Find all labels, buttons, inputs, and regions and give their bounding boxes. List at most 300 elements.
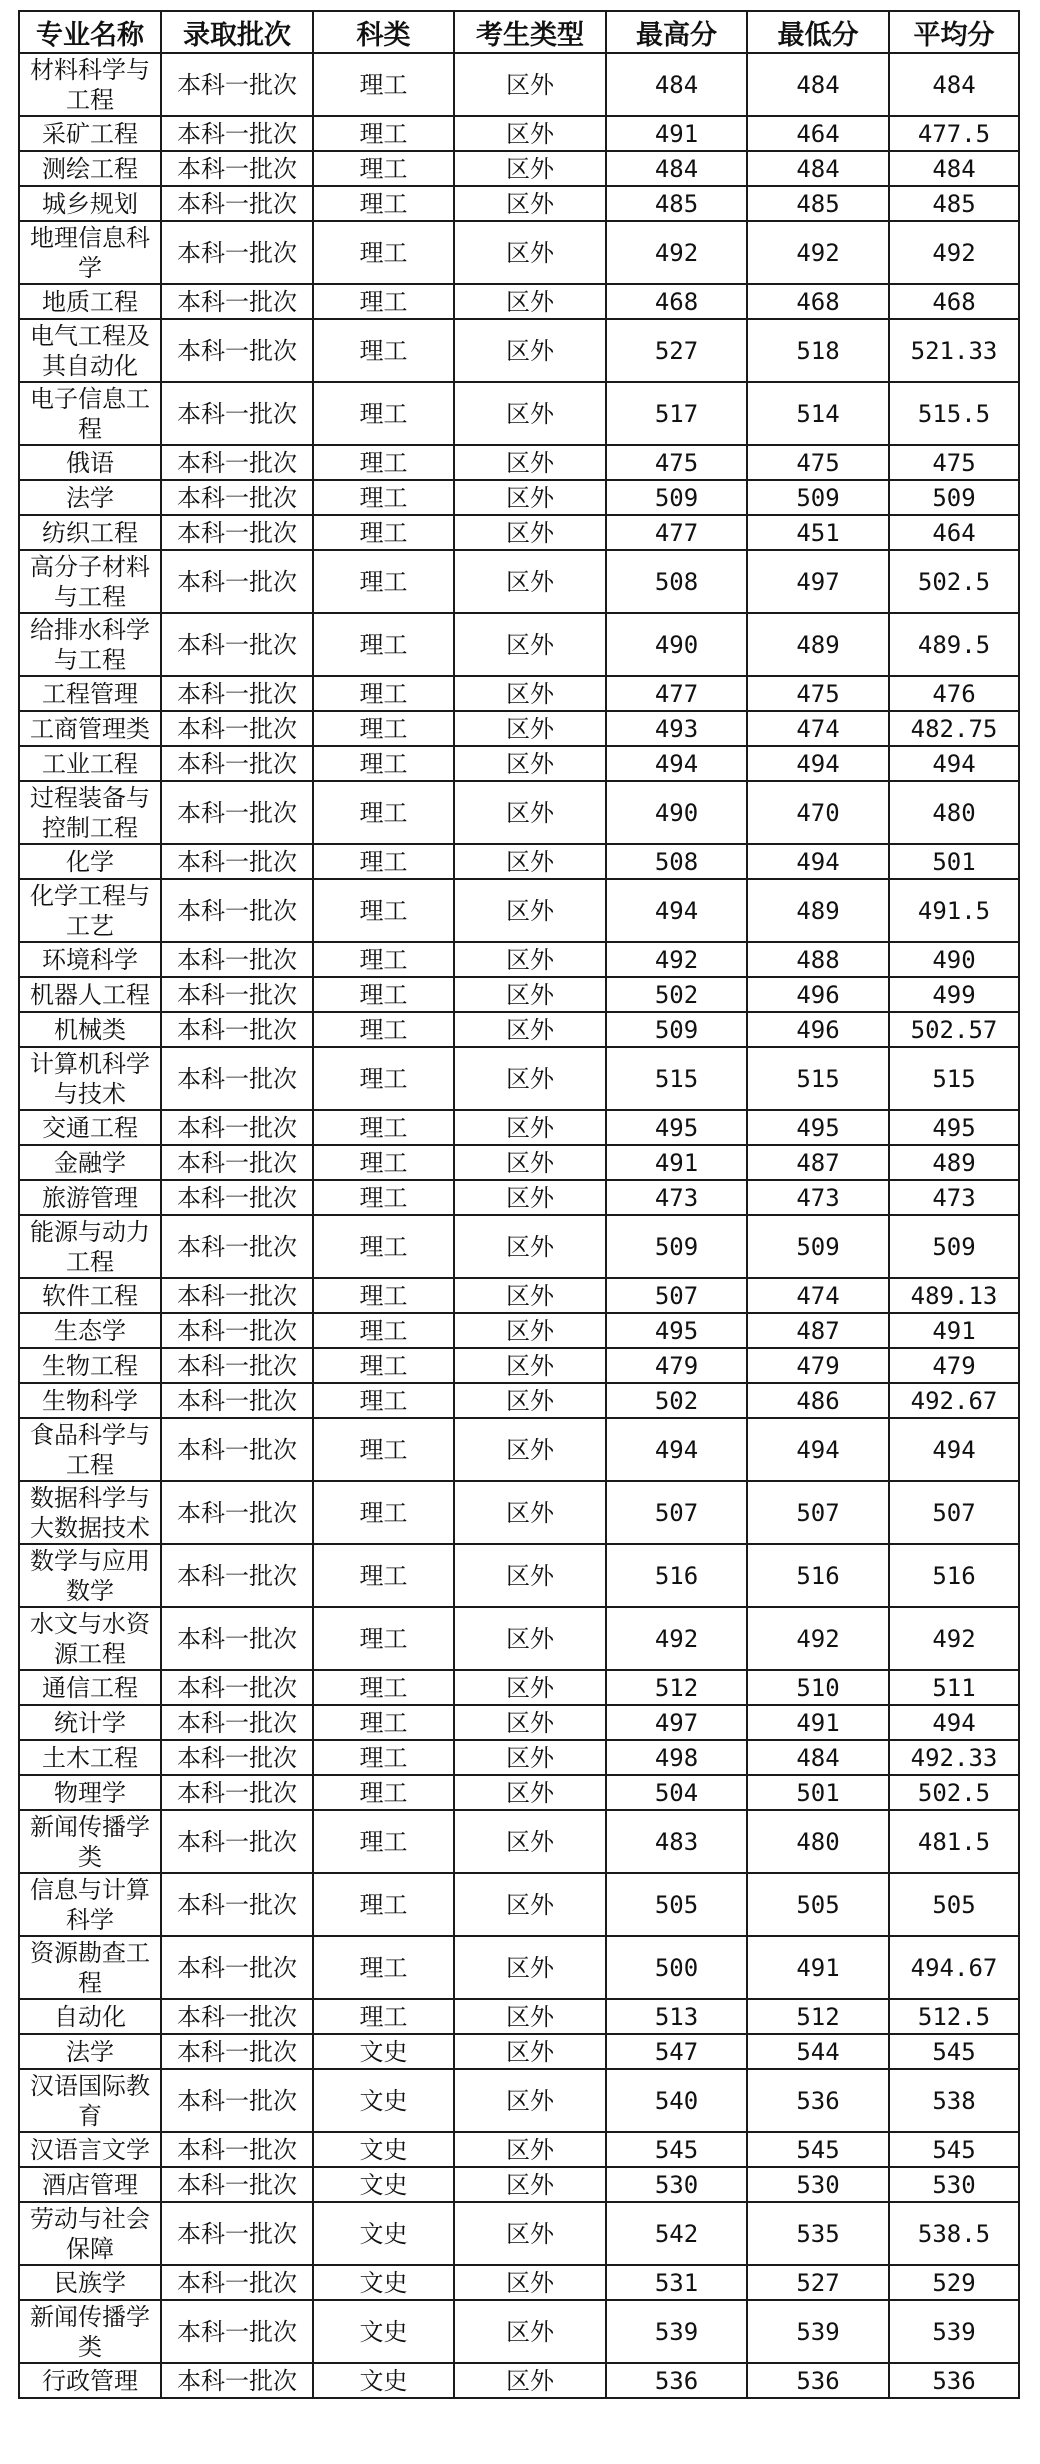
category-cell: 理工 — [313, 221, 454, 284]
batch-cell: 本科一批次 — [161, 1999, 313, 2034]
table-row — [19, 1145, 1019, 1180]
table-row — [19, 1705, 1019, 1740]
major-cell: 食品科学与工程 — [19, 1418, 161, 1481]
category-cell: 理工 — [313, 1670, 454, 1705]
major-cell: 数据科学与大数据技术 — [19, 1481, 161, 1544]
avg-score-cell: 481.5 — [889, 1810, 1019, 1873]
table-row — [19, 151, 1019, 186]
student-type-cell: 区外 — [454, 879, 606, 942]
category-cell: 理工 — [313, 1544, 454, 1607]
avg-score-cell: 490 — [889, 942, 1019, 977]
table-row — [19, 1999, 1019, 2034]
batch-cell: 本科一批次 — [161, 550, 313, 613]
max-score-cell: 545 — [606, 2132, 747, 2167]
min-score-cell: 489 — [747, 879, 889, 942]
table-row — [19, 676, 1019, 711]
major-cell: 土木工程 — [19, 1740, 161, 1775]
category-cell: 文史 — [313, 2300, 454, 2363]
student-type-cell: 区外 — [454, 1180, 606, 1215]
table-row — [19, 2167, 1019, 2202]
category-cell: 理工 — [313, 1110, 454, 1145]
major-cell: 新闻传播学类 — [19, 2300, 161, 2363]
major-cell: 机械类 — [19, 1012, 161, 1047]
min-score-cell: 536 — [747, 2363, 889, 2398]
category-cell: 理工 — [313, 1012, 454, 1047]
max-score-cell: 542 — [606, 2202, 747, 2265]
student-type-cell: 区外 — [454, 2034, 606, 2069]
major-cell: 高分子材料与工程 — [19, 550, 161, 613]
category-cell: 理工 — [313, 1705, 454, 1740]
student-type-cell: 区外 — [454, 2202, 606, 2265]
table-row — [19, 879, 1019, 942]
max-score-cell: 527 — [606, 319, 747, 382]
min-score-cell: 488 — [747, 942, 889, 977]
table-row — [19, 116, 1019, 151]
batch-cell: 本科一批次 — [161, 2300, 313, 2363]
student-type-cell: 区外 — [454, 711, 606, 746]
avg-score-cell: 521.33 — [889, 319, 1019, 382]
category-cell: 理工 — [313, 1810, 454, 1873]
category-cell: 理工 — [313, 1348, 454, 1383]
table-row — [19, 550, 1019, 613]
student-type-cell: 区外 — [454, 1383, 606, 1418]
category-cell: 理工 — [313, 1873, 454, 1936]
category-cell: 理工 — [313, 1607, 454, 1670]
category-cell: 理工 — [313, 1278, 454, 1313]
batch-cell: 本科一批次 — [161, 711, 313, 746]
avg-score-cell: 494 — [889, 1418, 1019, 1481]
batch-cell: 本科一批次 — [161, 942, 313, 977]
min-score-cell: 544 — [747, 2034, 889, 2069]
category-cell: 理工 — [313, 53, 454, 116]
category-cell: 理工 — [313, 977, 454, 1012]
score-table-container — [18, 10, 1020, 2399]
avg-score-cell: 489.13 — [889, 1278, 1019, 1313]
max-score-cell: 492 — [606, 942, 747, 977]
student-type-cell: 区外 — [454, 1873, 606, 1936]
avg-score-cell: 464 — [889, 515, 1019, 550]
category-cell: 理工 — [313, 879, 454, 942]
table-row — [19, 942, 1019, 977]
min-score-cell: 509 — [747, 480, 889, 515]
major-cell: 汉语国际教育 — [19, 2069, 161, 2132]
batch-cell: 本科一批次 — [161, 1775, 313, 1810]
table-row — [19, 746, 1019, 781]
table-row — [19, 2300, 1019, 2363]
min-score-cell: 480 — [747, 1810, 889, 1873]
avg-score-cell: 511 — [889, 1670, 1019, 1705]
min-score-cell: 518 — [747, 319, 889, 382]
table-row — [19, 319, 1019, 382]
max-score-cell: 475 — [606, 445, 747, 480]
student-type-cell: 区外 — [454, 1999, 606, 2034]
major-cell: 城乡规划 — [19, 186, 161, 221]
min-score-cell: 496 — [747, 977, 889, 1012]
avg-score-cell: 509 — [889, 1215, 1019, 1278]
table-row — [19, 2132, 1019, 2167]
major-cell: 地质工程 — [19, 284, 161, 319]
max-score-cell: 530 — [606, 2167, 747, 2202]
min-score-cell: 451 — [747, 515, 889, 550]
avg-score-cell: 530 — [889, 2167, 1019, 2202]
max-score-cell: 492 — [606, 221, 747, 284]
header-student-type: 考生类型 — [454, 11, 606, 53]
table-row — [19, 1215, 1019, 1278]
student-type-cell: 区外 — [454, 382, 606, 445]
category-cell: 理工 — [313, 711, 454, 746]
batch-cell: 本科一批次 — [161, 2167, 313, 2202]
major-cell: 数学与应用数学 — [19, 1544, 161, 1607]
header-min-score: 最低分 — [747, 11, 889, 53]
min-score-cell: 464 — [747, 116, 889, 151]
student-type-cell: 区外 — [454, 746, 606, 781]
major-cell: 工业工程 — [19, 746, 161, 781]
major-cell: 酒店管理 — [19, 2167, 161, 2202]
student-type-cell: 区外 — [454, 2132, 606, 2167]
batch-cell: 本科一批次 — [161, 1047, 313, 1110]
category-cell: 文史 — [313, 2034, 454, 2069]
major-cell: 工商管理类 — [19, 711, 161, 746]
category-cell: 理工 — [313, 151, 454, 186]
min-score-cell: 492 — [747, 221, 889, 284]
table-row — [19, 781, 1019, 844]
batch-cell: 本科一批次 — [161, 151, 313, 186]
major-cell: 信息与计算科学 — [19, 1873, 161, 1936]
table-row — [19, 1348, 1019, 1383]
student-type-cell: 区外 — [454, 2265, 606, 2300]
max-score-cell: 508 — [606, 844, 747, 879]
min-score-cell: 527 — [747, 2265, 889, 2300]
major-cell: 计算机科学与技术 — [19, 1047, 161, 1110]
min-score-cell: 515 — [747, 1047, 889, 1110]
batch-cell: 本科一批次 — [161, 480, 313, 515]
min-score-cell: 536 — [747, 2069, 889, 2132]
min-score-cell: 470 — [747, 781, 889, 844]
major-cell: 采矿工程 — [19, 116, 161, 151]
category-cell: 理工 — [313, 1180, 454, 1215]
avg-score-cell: 492 — [889, 1607, 1019, 1670]
batch-cell: 本科一批次 — [161, 2034, 313, 2069]
student-type-cell: 区外 — [454, 1775, 606, 1810]
min-score-cell: 494 — [747, 844, 889, 879]
avg-score-cell: 545 — [889, 2132, 1019, 2167]
max-score-cell: 494 — [606, 1418, 747, 1481]
batch-cell: 本科一批次 — [161, 613, 313, 676]
category-cell: 理工 — [313, 1936, 454, 1999]
student-type-cell: 区外 — [454, 1740, 606, 1775]
max-score-cell: 509 — [606, 480, 747, 515]
category-cell: 理工 — [313, 1418, 454, 1481]
category-cell: 文史 — [313, 2069, 454, 2132]
min-score-cell: 494 — [747, 1418, 889, 1481]
table-row — [19, 1180, 1019, 1215]
student-type-cell: 区外 — [454, 1481, 606, 1544]
table-row — [19, 1936, 1019, 1999]
min-score-cell: 492 — [747, 1607, 889, 1670]
table-body — [19, 53, 1019, 2398]
min-score-cell: 530 — [747, 2167, 889, 2202]
major-cell: 纺织工程 — [19, 515, 161, 550]
avg-score-cell: 502.57 — [889, 1012, 1019, 1047]
min-score-cell: 491 — [747, 1705, 889, 1740]
category-cell: 理工 — [313, 515, 454, 550]
batch-cell: 本科一批次 — [161, 676, 313, 711]
table-row — [19, 1810, 1019, 1873]
major-cell: 俄语 — [19, 445, 161, 480]
student-type-cell: 区外 — [454, 942, 606, 977]
table-row — [19, 1670, 1019, 1705]
avg-score-cell: 505 — [889, 1873, 1019, 1936]
min-score-cell: 487 — [747, 1313, 889, 1348]
admission-score-table — [18, 10, 1020, 2399]
max-score-cell: 490 — [606, 781, 747, 844]
max-score-cell: 477 — [606, 515, 747, 550]
category-cell: 理工 — [313, 1215, 454, 1278]
category-cell: 理工 — [313, 746, 454, 781]
student-type-cell: 区外 — [454, 1110, 606, 1145]
category-cell: 理工 — [313, 550, 454, 613]
max-score-cell: 493 — [606, 711, 747, 746]
min-score-cell: 474 — [747, 1278, 889, 1313]
student-type-cell: 区外 — [454, 284, 606, 319]
max-score-cell: 539 — [606, 2300, 747, 2363]
min-score-cell: 501 — [747, 1775, 889, 1810]
batch-cell: 本科一批次 — [161, 1215, 313, 1278]
student-type-cell: 区外 — [454, 1670, 606, 1705]
batch-cell: 本科一批次 — [161, 515, 313, 550]
avg-score-cell: 479 — [889, 1348, 1019, 1383]
max-score-cell: 507 — [606, 1278, 747, 1313]
min-score-cell: 545 — [747, 2132, 889, 2167]
category-cell: 理工 — [313, 319, 454, 382]
student-type-cell: 区外 — [454, 550, 606, 613]
category-cell: 理工 — [313, 781, 454, 844]
batch-cell: 本科一批次 — [161, 2202, 313, 2265]
batch-cell: 本科一批次 — [161, 1705, 313, 1740]
batch-cell: 本科一批次 — [161, 2265, 313, 2300]
avg-score-cell: 538 — [889, 2069, 1019, 2132]
student-type-cell: 区外 — [454, 151, 606, 186]
max-score-cell: 492 — [606, 1607, 747, 1670]
avg-score-cell: 495 — [889, 1110, 1019, 1145]
student-type-cell: 区外 — [454, 1544, 606, 1607]
avg-score-cell: 499 — [889, 977, 1019, 1012]
batch-cell: 本科一批次 — [161, 1418, 313, 1481]
table-row — [19, 1110, 1019, 1145]
category-cell: 理工 — [313, 844, 454, 879]
student-type-cell: 区外 — [454, 2069, 606, 2132]
student-type-cell: 区外 — [454, 977, 606, 1012]
major-cell: 材料科学与工程 — [19, 53, 161, 116]
major-cell: 物理学 — [19, 1775, 161, 1810]
category-cell: 理工 — [313, 1740, 454, 1775]
table-row — [19, 284, 1019, 319]
min-score-cell: 474 — [747, 711, 889, 746]
student-type-cell: 区外 — [454, 1047, 606, 1110]
min-score-cell: 494 — [747, 746, 889, 781]
avg-score-cell: 515.5 — [889, 382, 1019, 445]
major-cell: 交通工程 — [19, 1110, 161, 1145]
min-score-cell: 516 — [747, 1544, 889, 1607]
max-score-cell: 504 — [606, 1775, 747, 1810]
student-type-cell: 区外 — [454, 844, 606, 879]
table-row — [19, 382, 1019, 445]
min-score-cell: 484 — [747, 1740, 889, 1775]
min-score-cell: 505 — [747, 1873, 889, 1936]
student-type-cell: 区外 — [454, 53, 606, 116]
min-score-cell: 497 — [747, 550, 889, 613]
table-row — [19, 53, 1019, 116]
avg-score-cell: 501 — [889, 844, 1019, 879]
max-score-cell: 468 — [606, 284, 747, 319]
max-score-cell: 502 — [606, 1383, 747, 1418]
max-score-cell: 477 — [606, 676, 747, 711]
student-type-cell: 区外 — [454, 2300, 606, 2363]
batch-cell: 本科一批次 — [161, 1873, 313, 1936]
table-row — [19, 2034, 1019, 2069]
min-score-cell: 475 — [747, 445, 889, 480]
batch-cell: 本科一批次 — [161, 1278, 313, 1313]
avg-score-cell: 515 — [889, 1047, 1019, 1110]
max-score-cell: 495 — [606, 1110, 747, 1145]
avg-score-cell: 492.33 — [889, 1740, 1019, 1775]
max-score-cell: 531 — [606, 2265, 747, 2300]
table-row — [19, 711, 1019, 746]
batch-cell: 本科一批次 — [161, 319, 313, 382]
batch-cell: 本科一批次 — [161, 2363, 313, 2398]
student-type-cell: 区外 — [454, 1313, 606, 1348]
major-cell: 机器人工程 — [19, 977, 161, 1012]
major-cell: 生态学 — [19, 1313, 161, 1348]
max-score-cell: 517 — [606, 382, 747, 445]
major-cell: 行政管理 — [19, 2363, 161, 2398]
student-type-cell: 区外 — [454, 480, 606, 515]
table-row — [19, 1313, 1019, 1348]
major-cell: 资源勘查工程 — [19, 1936, 161, 1999]
batch-cell: 本科一批次 — [161, 1607, 313, 1670]
batch-cell: 本科一批次 — [161, 1348, 313, 1383]
min-score-cell: 512 — [747, 1999, 889, 2034]
category-cell: 理工 — [313, 1775, 454, 1810]
max-score-cell: 502 — [606, 977, 747, 1012]
avg-score-cell: 494.67 — [889, 1936, 1019, 1999]
min-score-cell: 489 — [747, 613, 889, 676]
major-cell: 过程装备与控制工程 — [19, 781, 161, 844]
avg-score-cell: 516 — [889, 1544, 1019, 1607]
header-max-score: 最高分 — [606, 11, 747, 53]
batch-cell: 本科一批次 — [161, 977, 313, 1012]
max-score-cell: 484 — [606, 53, 747, 116]
batch-cell: 本科一批次 — [161, 746, 313, 781]
max-score-cell: 509 — [606, 1215, 747, 1278]
category-cell: 理工 — [313, 1313, 454, 1348]
max-score-cell: 500 — [606, 1936, 747, 1999]
avg-score-cell: 489.5 — [889, 613, 1019, 676]
table-row — [19, 2202, 1019, 2265]
header-row — [19, 11, 1019, 53]
min-score-cell: 484 — [747, 53, 889, 116]
student-type-cell: 区外 — [454, 186, 606, 221]
batch-cell: 本科一批次 — [161, 1810, 313, 1873]
student-type-cell: 区外 — [454, 2167, 606, 2202]
major-cell: 民族学 — [19, 2265, 161, 2300]
avg-score-cell: 482.75 — [889, 711, 1019, 746]
min-score-cell: 514 — [747, 382, 889, 445]
student-type-cell: 区外 — [454, 2363, 606, 2398]
avg-score-cell: 512.5 — [889, 1999, 1019, 2034]
batch-cell: 本科一批次 — [161, 781, 313, 844]
batch-cell: 本科一批次 — [161, 1012, 313, 1047]
major-cell: 给排水科学与工程 — [19, 613, 161, 676]
category-cell: 文史 — [313, 2167, 454, 2202]
avg-score-cell: 539 — [889, 2300, 1019, 2363]
min-score-cell: 507 — [747, 1481, 889, 1544]
min-score-cell: 484 — [747, 151, 889, 186]
table-row — [19, 1481, 1019, 1544]
avg-score-cell: 477.5 — [889, 116, 1019, 151]
max-score-cell: 516 — [606, 1544, 747, 1607]
max-score-cell: 507 — [606, 1481, 747, 1544]
table-row — [19, 1047, 1019, 1110]
min-score-cell: 485 — [747, 186, 889, 221]
batch-cell: 本科一批次 — [161, 1110, 313, 1145]
table-row — [19, 1383, 1019, 1418]
table-row — [19, 445, 1019, 480]
table-row — [19, 1873, 1019, 1936]
table-row — [19, 1775, 1019, 1810]
avg-score-cell: 492.67 — [889, 1383, 1019, 1418]
category-cell: 理工 — [313, 186, 454, 221]
category-cell: 理工 — [313, 284, 454, 319]
major-cell: 汉语言文学 — [19, 2132, 161, 2167]
category-cell: 理工 — [313, 480, 454, 515]
avg-score-cell: 509 — [889, 480, 1019, 515]
major-cell: 能源与动力工程 — [19, 1215, 161, 1278]
major-cell: 测绘工程 — [19, 151, 161, 186]
max-score-cell: 497 — [606, 1705, 747, 1740]
major-cell: 新闻传播学类 — [19, 1810, 161, 1873]
batch-cell: 本科一批次 — [161, 1670, 313, 1705]
header-category: 科类 — [313, 11, 454, 53]
batch-cell: 本科一批次 — [161, 1145, 313, 1180]
student-type-cell: 区外 — [454, 1810, 606, 1873]
student-type-cell: 区外 — [454, 613, 606, 676]
category-cell: 理工 — [313, 116, 454, 151]
table-row — [19, 613, 1019, 676]
major-cell: 旅游管理 — [19, 1180, 161, 1215]
max-score-cell: 515 — [606, 1047, 747, 1110]
batch-cell: 本科一批次 — [161, 1481, 313, 1544]
student-type-cell: 区外 — [454, 445, 606, 480]
max-score-cell: 508 — [606, 550, 747, 613]
student-type-cell: 区外 — [454, 781, 606, 844]
table-row — [19, 1607, 1019, 1670]
batch-cell: 本科一批次 — [161, 1544, 313, 1607]
avg-score-cell: 507 — [889, 1481, 1019, 1544]
student-type-cell: 区外 — [454, 1012, 606, 1047]
batch-cell: 本科一批次 — [161, 2132, 313, 2167]
batch-cell: 本科一批次 — [161, 1383, 313, 1418]
min-score-cell: 491 — [747, 1936, 889, 1999]
table-row — [19, 1278, 1019, 1313]
avg-score-cell: 491.5 — [889, 879, 1019, 942]
batch-cell: 本科一批次 — [161, 1936, 313, 1999]
avg-score-cell: 489 — [889, 1145, 1019, 1180]
student-type-cell: 区外 — [454, 221, 606, 284]
batch-cell: 本科一批次 — [161, 879, 313, 942]
table-row — [19, 1012, 1019, 1047]
table-row — [19, 1418, 1019, 1481]
